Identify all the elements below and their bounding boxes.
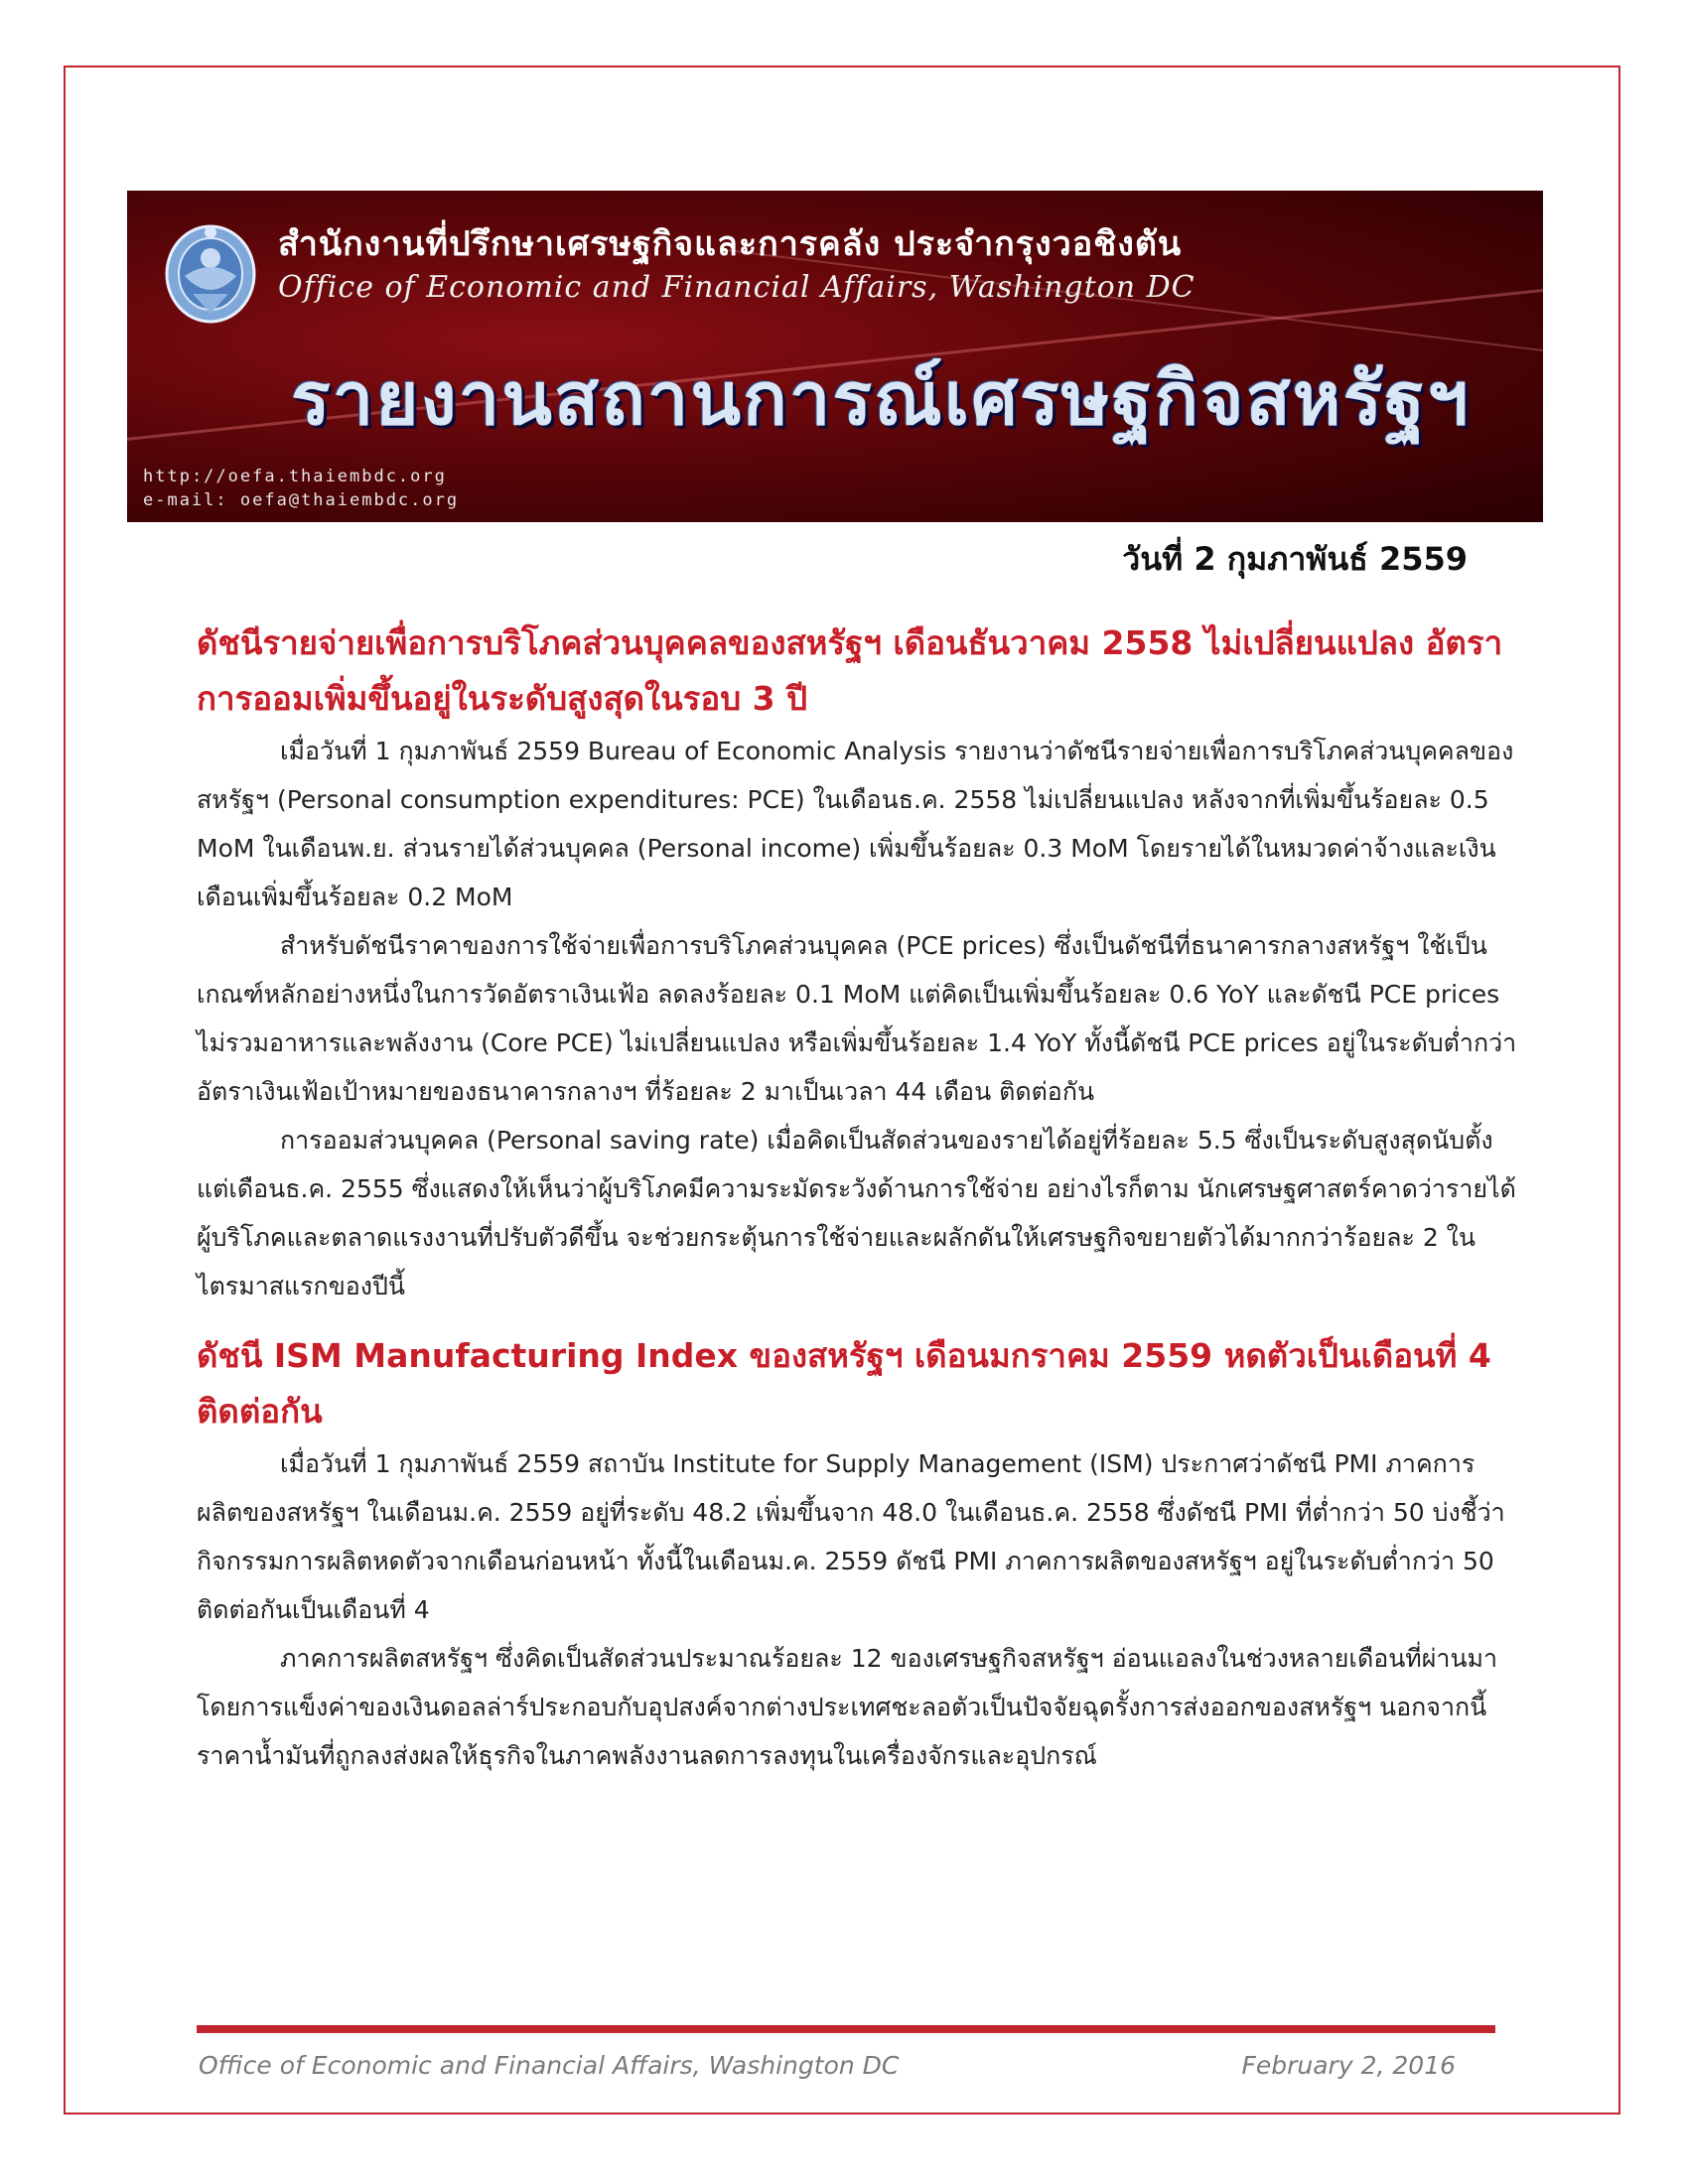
footer-divider	[197, 2025, 1495, 2033]
section-heading: ดัชนีรายจ่ายเพื่อการบริโภคส่วนบุคคลของสหรัฐฯ เดือนธันวาคม 2558 ไม่เปลี่ยนแปลง อัตราการออมเพิ่มขึ้นอยู่ในระดับสูงสุดในรอบ 3 ปี	[197, 623, 1503, 718]
banner-email: e-mail: oefa@thaiembdc.org	[143, 490, 460, 510]
paragraph: เมื่อวันที่ 1 กุมภาพันธ์ 2559 สถาบัน Institute for Supply Management (ISM) ประกาศว่าดัชนี PMI ภาคการผลิตของสหรัฐฯ ในเดือนม.ค. 2559 อยู่ที่ระดับ 48.2 เพิ่มขึ้นจาก 48.0 ในเดือนธ.ค. 2558 ซึ่งดัชนี PMI ที่ต่ำกว่า 50 บ่งชี้ว่ากิจกรรมการผลิตหดตัวจากเดือนก่อนหน้า ทั้งนี้ในเดือนม.ค. 2559 ดัชนี PMI ภาคการผลิตของสหรัฐฯ อยู่ในระดับต่ำกว่า 50 ติดต่อกันเป็นเดือนที่ 4	[197, 1449, 1505, 1624]
paragraph: เมื่อวันที่ 1 กุมภาพันธ์ 2559 Bureau of Economic Analysis รายงานว่าดัชนีรายจ่ายเพื่อการบริโภคส่วนบุคคลของสหรัฐฯ (Personal consumption expenditures: PCE) ในเดือนธ.ค. 2558 ไม่เปลี่ยนแปลง หลังจากที่เพิ่มขึ้นร้อยละ 0.5 MoM ในเดือนพ.ย. ส่วนรายได้ส่วนบุคคล (Personal income) เพิ่มขึ้นร้อยละ 0.3 MoM โดยรายได้ในหมวดค่าจ้างและเงินเดือนเพิ่มขึ้นร้อยละ 0.2 MoM	[197, 737, 1514, 911]
footer-organization: Office of Economic and Financial Affairs, Washington DC	[199, 2051, 900, 2080]
banner-report-title: รายงานสถานการณ์เศรษฐกิจสหรัฐฯ	[291, 356, 1471, 442]
paragraph: การออมส่วนบุคคล (Personal saving rate) เมื่อคิดเป็นสัดส่วนของรายได้อยู่ที่ร้อยละ 5.5 ซึ่งเป็นระดับสูงสุดนับตั้งแต่เดือนธ.ค. 2555 ซึ่งแสดงให้เห็นว่าผู้บริโภคมีความระมัดระวังด้านการใช้จ่าย อย่างไรก็ตาม นักเศรษฐศาสตร์คาดว่ารายได้ผู้บริโภคและตลาดแรงงานที่ปรับตัวดีขึ้น จะช่วยกระตุ้นการใช้จ่ายและผลักดันให้เศรษฐกิจขยายตัวได้มากกว่าร้อยละ 2 ในไตรมาสแรกของปีนี้	[197, 1126, 1516, 1300]
paragraph: ภาคการผลิตสหรัฐฯ ซึ่งคิดเป็นสัดส่วนประมาณร้อยละ 12 ของเศรษฐกิจสหรัฐฯ อ่อนแอลงในช่วงหลายเดือนที่ผ่านมา โดยการแข็งค่าของเงินดอลล่าร์ประกอบกับอุปสงค์จากต่างประเทศชะลอตัวเป็นปัจจัยฉุดรั้งการส่งออกของสหรัฐฯ นอกจากนี้ราคาน้ำมันที่ถูกลงส่งผลให้ธุรกิจในภาคพลังงานลดการลงทุนในเครื่องจักรและอุปกรณ์	[197, 1644, 1498, 1770]
banner-website-url: http://oefa.thaiembdc.org	[143, 467, 447, 486]
article-content	[197, 615, 1517, 1780]
section-pce	[197, 615, 1517, 1310]
footer-date: February 2, 2016	[1241, 2051, 1456, 2080]
garuda-seal-icon	[163, 218, 258, 326]
report-date: วันที่ 2 กุมภาพันธ์ 2559	[1122, 540, 1468, 578]
header-banner	[127, 191, 1543, 522]
section-heading: ดัชนี ISM Manufacturing Index ของสหรัฐฯ เดือนมกราคม 2559 หดตัวเป็นเดือนที่ 4 ติดต่อกัน	[197, 1336, 1491, 1431]
banner-org-english: Office of Economic and Financial Affairs, Washington DC	[278, 270, 1196, 305]
paragraph: สำหรับดัชนีราคาของการใช้จ่ายเพื่อการบริโภคส่วนบุคคล (PCE prices) ซึ่งเป็นดัชนีที่ธนาคารกลางสหรัฐฯ ใช้เป็นเกณฑ์หลักอย่างหนึ่งในการวัดอัตราเงินเฟ้อ ลดลงร้อยละ 0.1 MoM แต่คิดเป็นเพิ่มขึ้นร้อยละ 0.6 YoY และดัชนี PCE prices ไม่รวมอาหารและพลังงาน (Core PCE) ไม่เปลี่ยนแปลง หรือเพิ่มขึ้นร้อยละ 1.4 YoY ทั้งนี้ดัชนี PCE prices อยู่ในระดับต่ำกว่าอัตราเงินเฟ้อเป้าหมายของธนาคารกลางฯ ที่ร้อยละ 2 มาเป็นเวลา 44 เดือน ติดต่อกัน	[197, 931, 1517, 1106]
banner-org-thai: สำนักงานที่ปรึกษาเศรษฐกิจและการคลัง ประจำกรุงวอชิงตัน	[278, 224, 1183, 264]
section-ism	[197, 1328, 1517, 1780]
